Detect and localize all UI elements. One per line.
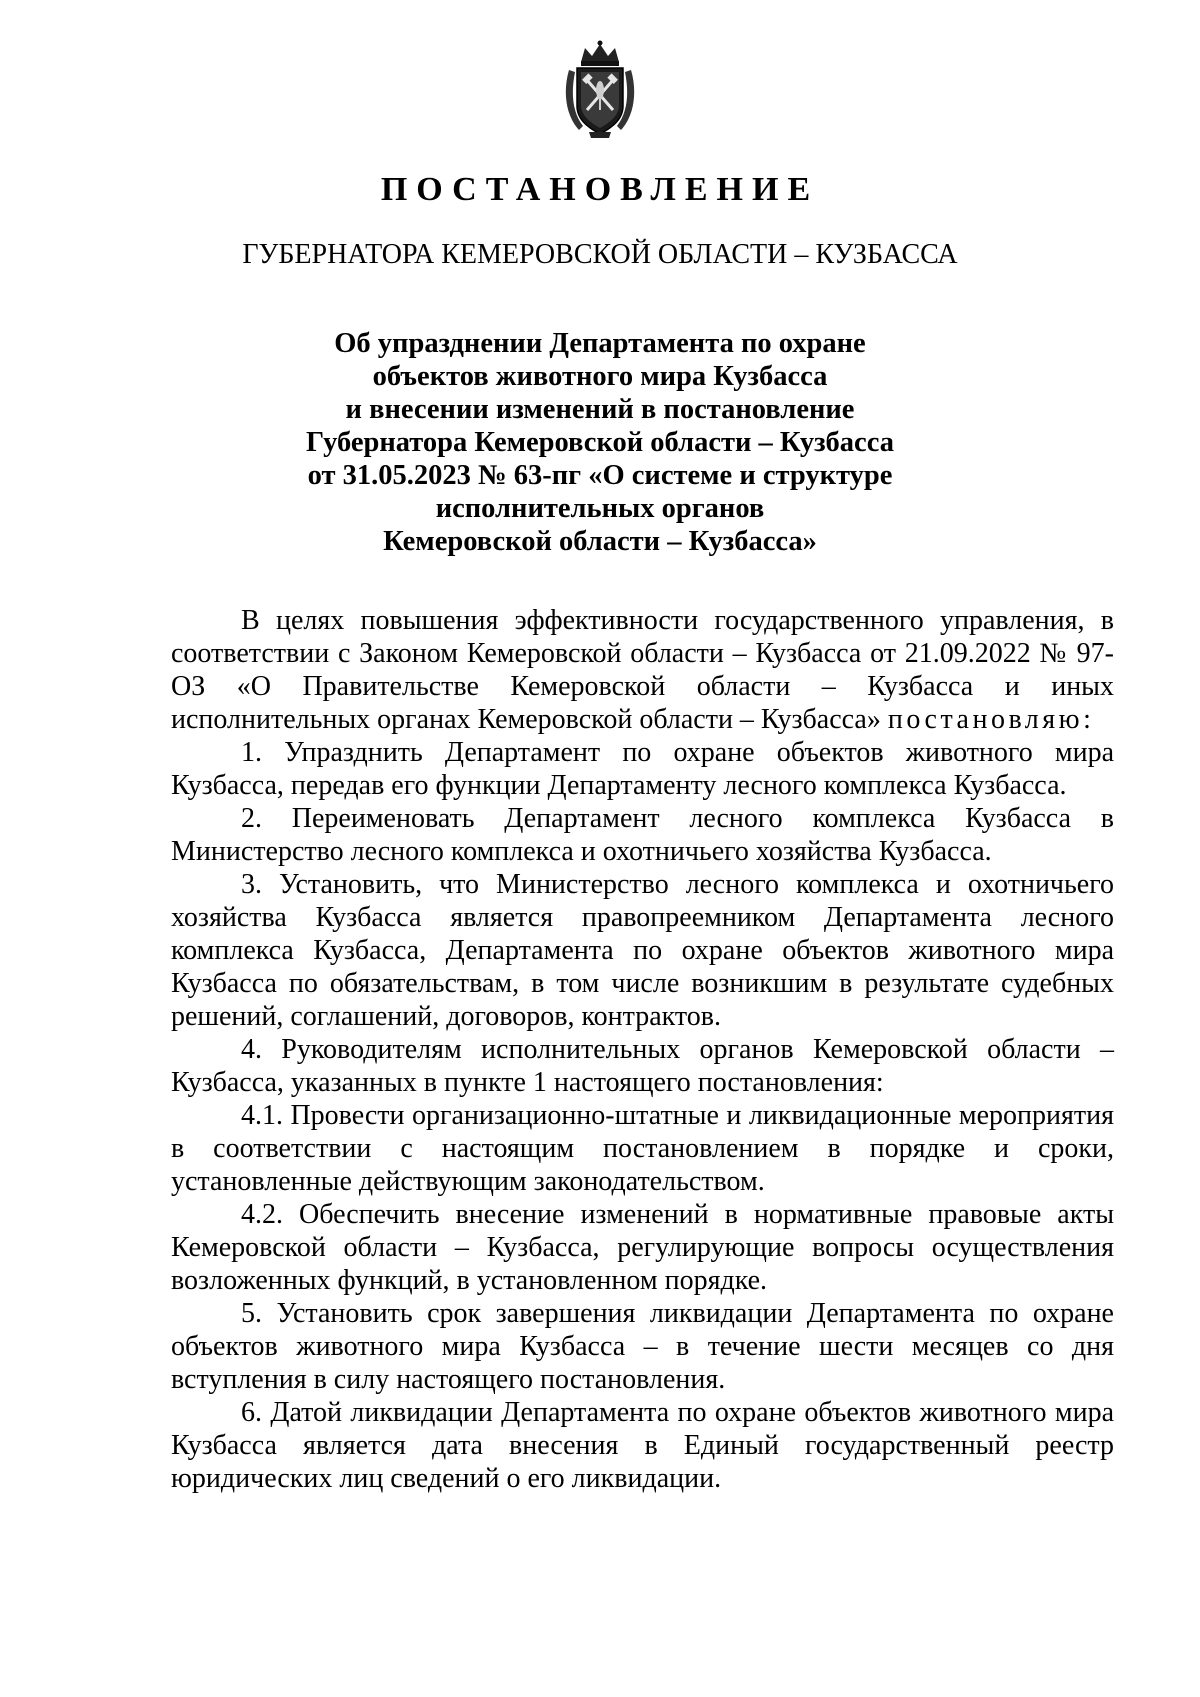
document-title xyxy=(250,327,950,558)
clause-paragraph: 5. Установить срок завершения ликвидации Департамента по охране объектов животного мира Кузбасса – в течение шести месяцев со дня вступления в силу настоящего постановления. xyxy=(171,1298,1114,1395)
clause-paragraph: 6. Датой ликвидации Департамента по охране объектов животного мира Кузбасса является дата внесения в Единый государственный реестр юридических лиц сведений о его ликвидации. xyxy=(171,1397,1114,1494)
coat-of-arms-icon xyxy=(559,40,641,140)
decree-word: постановляю: xyxy=(887,704,1095,735)
title-line: и внесении изменений в постановление xyxy=(345,394,855,425)
clause-paragraph: 4. Руководителям исполнительных органов Кемеровской области – Кузбасса, указанных в пункте 1 настоящего постановления: xyxy=(171,1034,1114,1098)
title-line: исполнительных органов xyxy=(435,493,765,524)
clause-paragraph: 1. Упразднить Департамент по охране объектов животного мира Кузбасса, передав его функции Департаменту лесного комплекса Кузбасса. xyxy=(171,737,1114,801)
clause-paragraph: 3. Установить, что Министерство лесного комплекса и охотничьего хозяйства Кузбасса является правопреемником Департамента лесного комплекса Кузбасса, Департамента по охране объектов животного мира Кузбасса по обязательствам, в том числе возникшим в результате судебных решений, соглашений, договоров, контрактов. xyxy=(171,869,1114,1032)
document-type-heading: ПОСТАНОВЛЕНИЕ xyxy=(380,171,820,208)
title-line: Кемеровской области – Кузбасса» xyxy=(383,526,817,557)
preamble-paragraph xyxy=(171,604,1114,736)
clause-paragraph: 4.2. Обеспечить внесение изменений в нормативные правовые акты Кемеровской области – Кузбасса, регулирующие вопросы осуществления возложенных функций, в установленном порядке. xyxy=(171,1199,1114,1296)
title-line: от 31.05.2023 № 63-пг «О системе и структуре xyxy=(307,460,893,491)
document-body xyxy=(171,604,1114,1495)
title-line: объектов животного мира Кузбасса xyxy=(372,361,828,392)
issuer-heading: ГУБЕРНАТОРА КЕМЕРОВСКОЙ ОБЛАСТИ – КУЗБАССА xyxy=(242,239,958,270)
clause-paragraph: 4.1. Провести организационно-штатные и ликвидационные мероприятия в соответствии с настоящим постановлением в порядке и сроки, установленные действующим законодательством. xyxy=(171,1100,1114,1197)
title-line: Об упразднении Департамента по охране xyxy=(334,328,866,359)
title-line: Губернатора Кемеровской области – Кузбасса xyxy=(306,427,894,458)
preamble-text: В целях повышения эффективности государственного управления, в соответствии с Законом Кемеровской области – Кузбасса от 21.09.2022 № 97-ОЗ «О Правительстве Кемеровской области – Кузбасса и иных исполнительных органах Кемеровской области – Кузбасса» xyxy=(171,605,1114,735)
clause-paragraph: 2. Переименовать Департамент лесного комплекса Кузбасса в Министерство лесного комплекса и охотничьего хозяйства Кузбасса. xyxy=(171,803,1114,867)
